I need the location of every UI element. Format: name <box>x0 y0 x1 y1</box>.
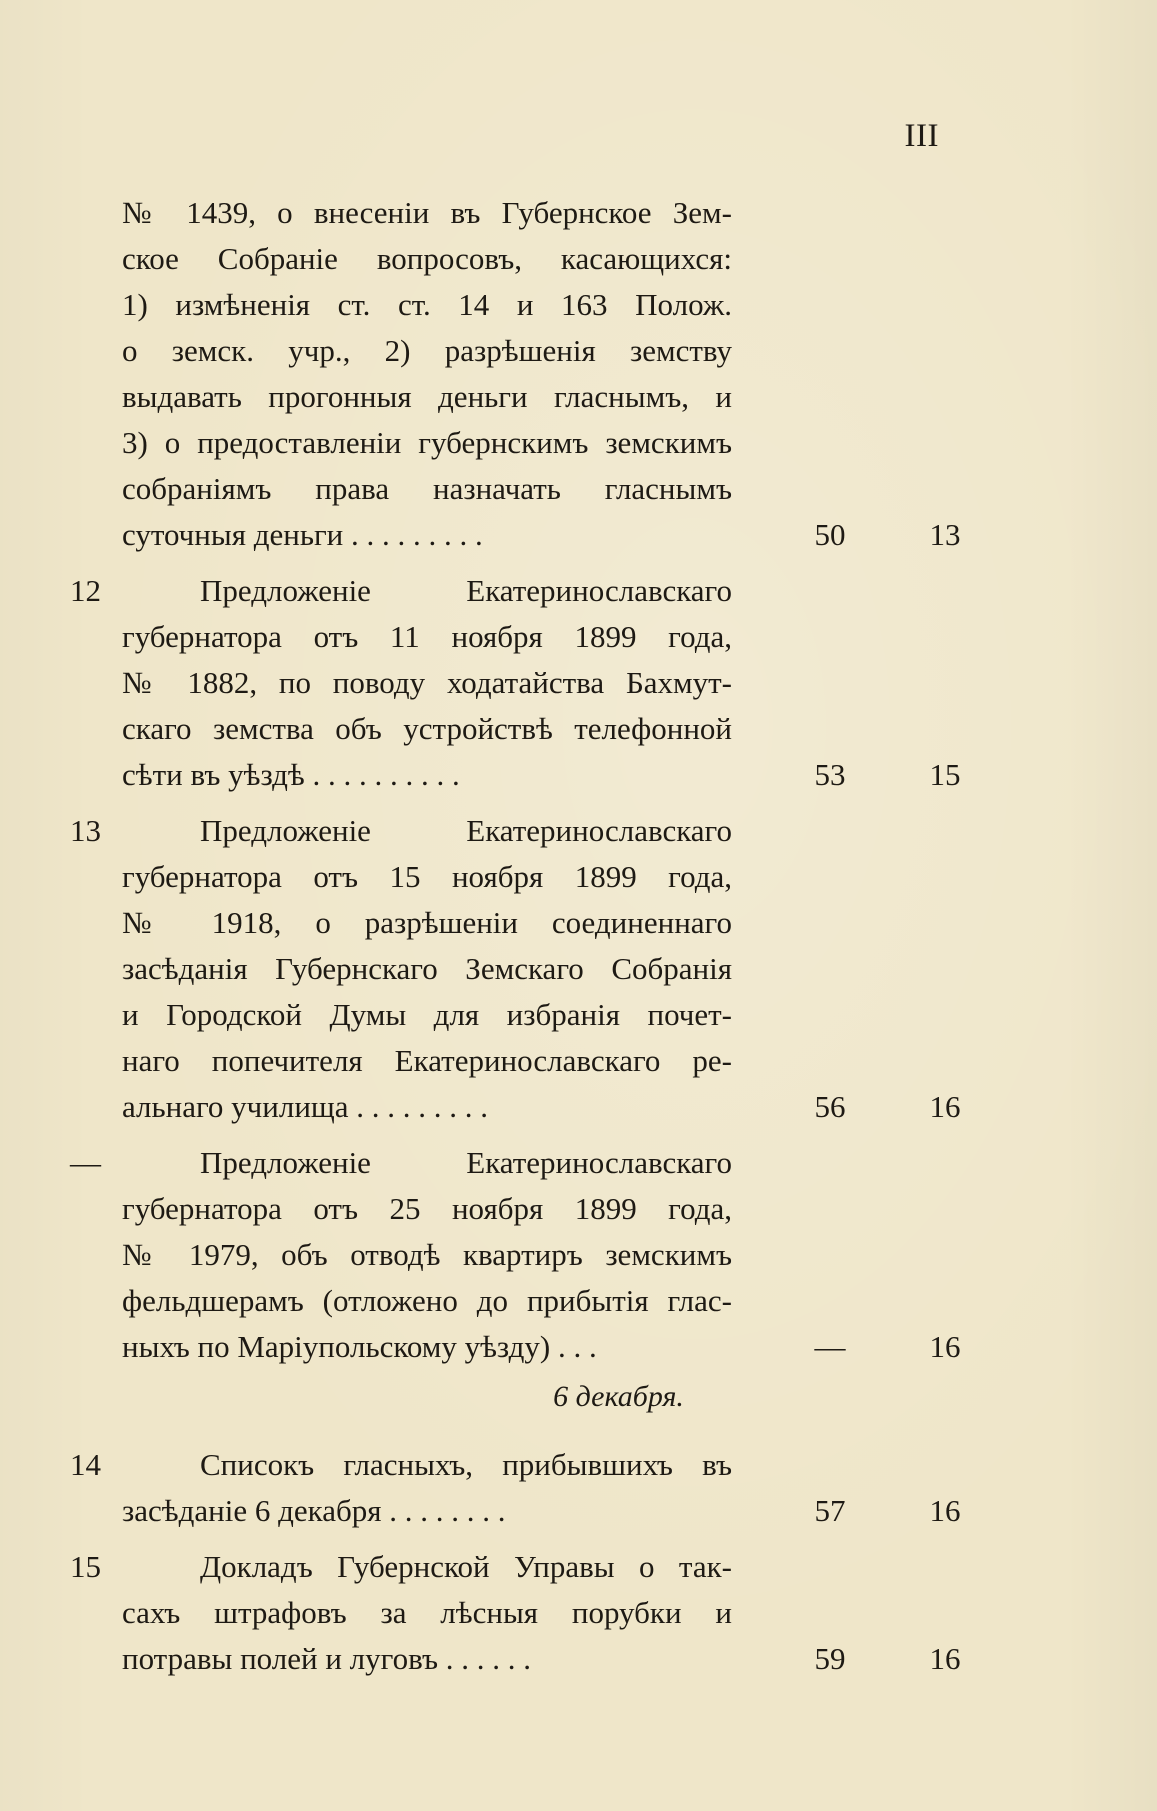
page-ref: 57 <box>814 1493 846 1528</box>
entry-number: — <box>70 1145 101 1180</box>
entry-line: наго попечителя Екатеринославскаго ре- <box>122 1043 732 1078</box>
entry-line: суточныя деньги . . . . . . . . . <box>122 517 483 552</box>
page-ref: 50 <box>814 517 846 552</box>
entry-line: Докладъ Губернской Управы о так- <box>200 1549 732 1584</box>
toc-entry-1439 <box>0 190 1157 558</box>
entry-line: № 1882, по поводу ходатайства Бахмут- <box>122 665 732 700</box>
entry-line: сѣти въ уѣздѣ . . . . . . . . . . <box>122 757 460 792</box>
sitting-ref: 16 <box>929 1493 961 1528</box>
entry-line: и Городской Думы для избранія почет- <box>122 997 732 1032</box>
sitting-ref: 13 <box>929 517 961 552</box>
entry-line: засѣданіе 6 декабря . . . . . . . . <box>122 1493 506 1528</box>
page-ref: 53 <box>814 757 846 792</box>
entry-number: 13 <box>70 813 101 848</box>
page-ref: — <box>814 1329 846 1364</box>
entry-number: 14 <box>70 1447 101 1482</box>
toc-entry-unnumbered <box>0 1140 1157 1370</box>
entry-text <box>122 568 732 798</box>
entry-number: 15 <box>70 1549 101 1584</box>
entry-line: о земск. учр., 2) разрѣшенія земству <box>122 333 732 368</box>
entry-line: 3) о предоставленіи губернскимъ земскимъ <box>122 425 732 460</box>
entry-line: Предложеніе Екатеринославскаго <box>200 573 732 608</box>
entry-line: ское Собраніе вопросовъ, касающихся: <box>122 241 732 276</box>
entry-line: потравы полей и луговъ . . . . . . <box>122 1641 531 1676</box>
table-of-contents <box>0 190 1157 1380</box>
entry-text <box>122 1544 732 1682</box>
entry-line: губернатора отъ 15 ноября 1899 года, <box>122 859 732 894</box>
sitting-ref: 16 <box>929 1641 961 1676</box>
sitting-ref: 16 <box>929 1329 961 1364</box>
page-number: III <box>904 118 939 154</box>
entry-line: Предложеніе Екатеринославскаго <box>200 813 732 848</box>
entry-line: скаго земства объ устройствѣ телефонной <box>122 711 732 746</box>
entry-line: Списокъ гласныхъ, прибывшихъ въ <box>200 1447 732 1482</box>
entry-line: выдавать прогонныя деньги гласнымъ, и <box>122 379 732 414</box>
toc-entry-15 <box>0 1544 1157 1682</box>
toc-entry-14 <box>0 1442 1157 1534</box>
table-of-contents-continued <box>0 1442 1157 1692</box>
entry-line: 1) измѣненія ст. ст. 14 и 163 Полож. <box>122 287 732 322</box>
entry-line: № 1918, о разрѣшеніи соединеннаго <box>122 905 732 940</box>
entry-line: № 1439, о внесеніи въ Губернское Зем- <box>122 195 732 230</box>
date-heading: 6 декабря. <box>553 1380 684 1413</box>
entry-line: Предложеніе Екатеринославскаго <box>200 1145 732 1180</box>
sitting-ref: 15 <box>929 757 961 792</box>
entry-text <box>122 1442 732 1534</box>
entry-line: губернатора отъ 25 ноября 1899 года, <box>122 1191 732 1226</box>
entry-line: губернатора отъ 11 ноября 1899 года, <box>122 619 732 654</box>
entry-line: сахъ штрафовъ за лѣсныя порубки и <box>122 1595 732 1630</box>
toc-entry-13 <box>0 808 1157 1130</box>
entry-line: засѣданія Губернскаго Земскаго Собранія <box>122 951 732 986</box>
toc-entry-12 <box>0 568 1157 798</box>
entry-line: № 1979, объ отводѣ квартиръ земскимъ <box>122 1237 732 1272</box>
page-ref: 59 <box>814 1641 846 1676</box>
entry-line: собраніямъ права назначать гласнымъ <box>122 471 732 506</box>
entry-line: фельдшерамъ (отложено до прибытія глас- <box>122 1283 732 1318</box>
page-ref: 56 <box>814 1089 846 1124</box>
entry-text <box>122 808 732 1130</box>
entry-text <box>122 190 732 558</box>
sitting-ref: 16 <box>929 1089 961 1124</box>
entry-text <box>122 1140 732 1370</box>
entry-line: ныхъ по Маріупольскому уѣзду) . . . <box>122 1329 597 1364</box>
entry-line: альнаго училища . . . . . . . . . <box>122 1089 489 1124</box>
entry-number: 12 <box>70 573 101 608</box>
